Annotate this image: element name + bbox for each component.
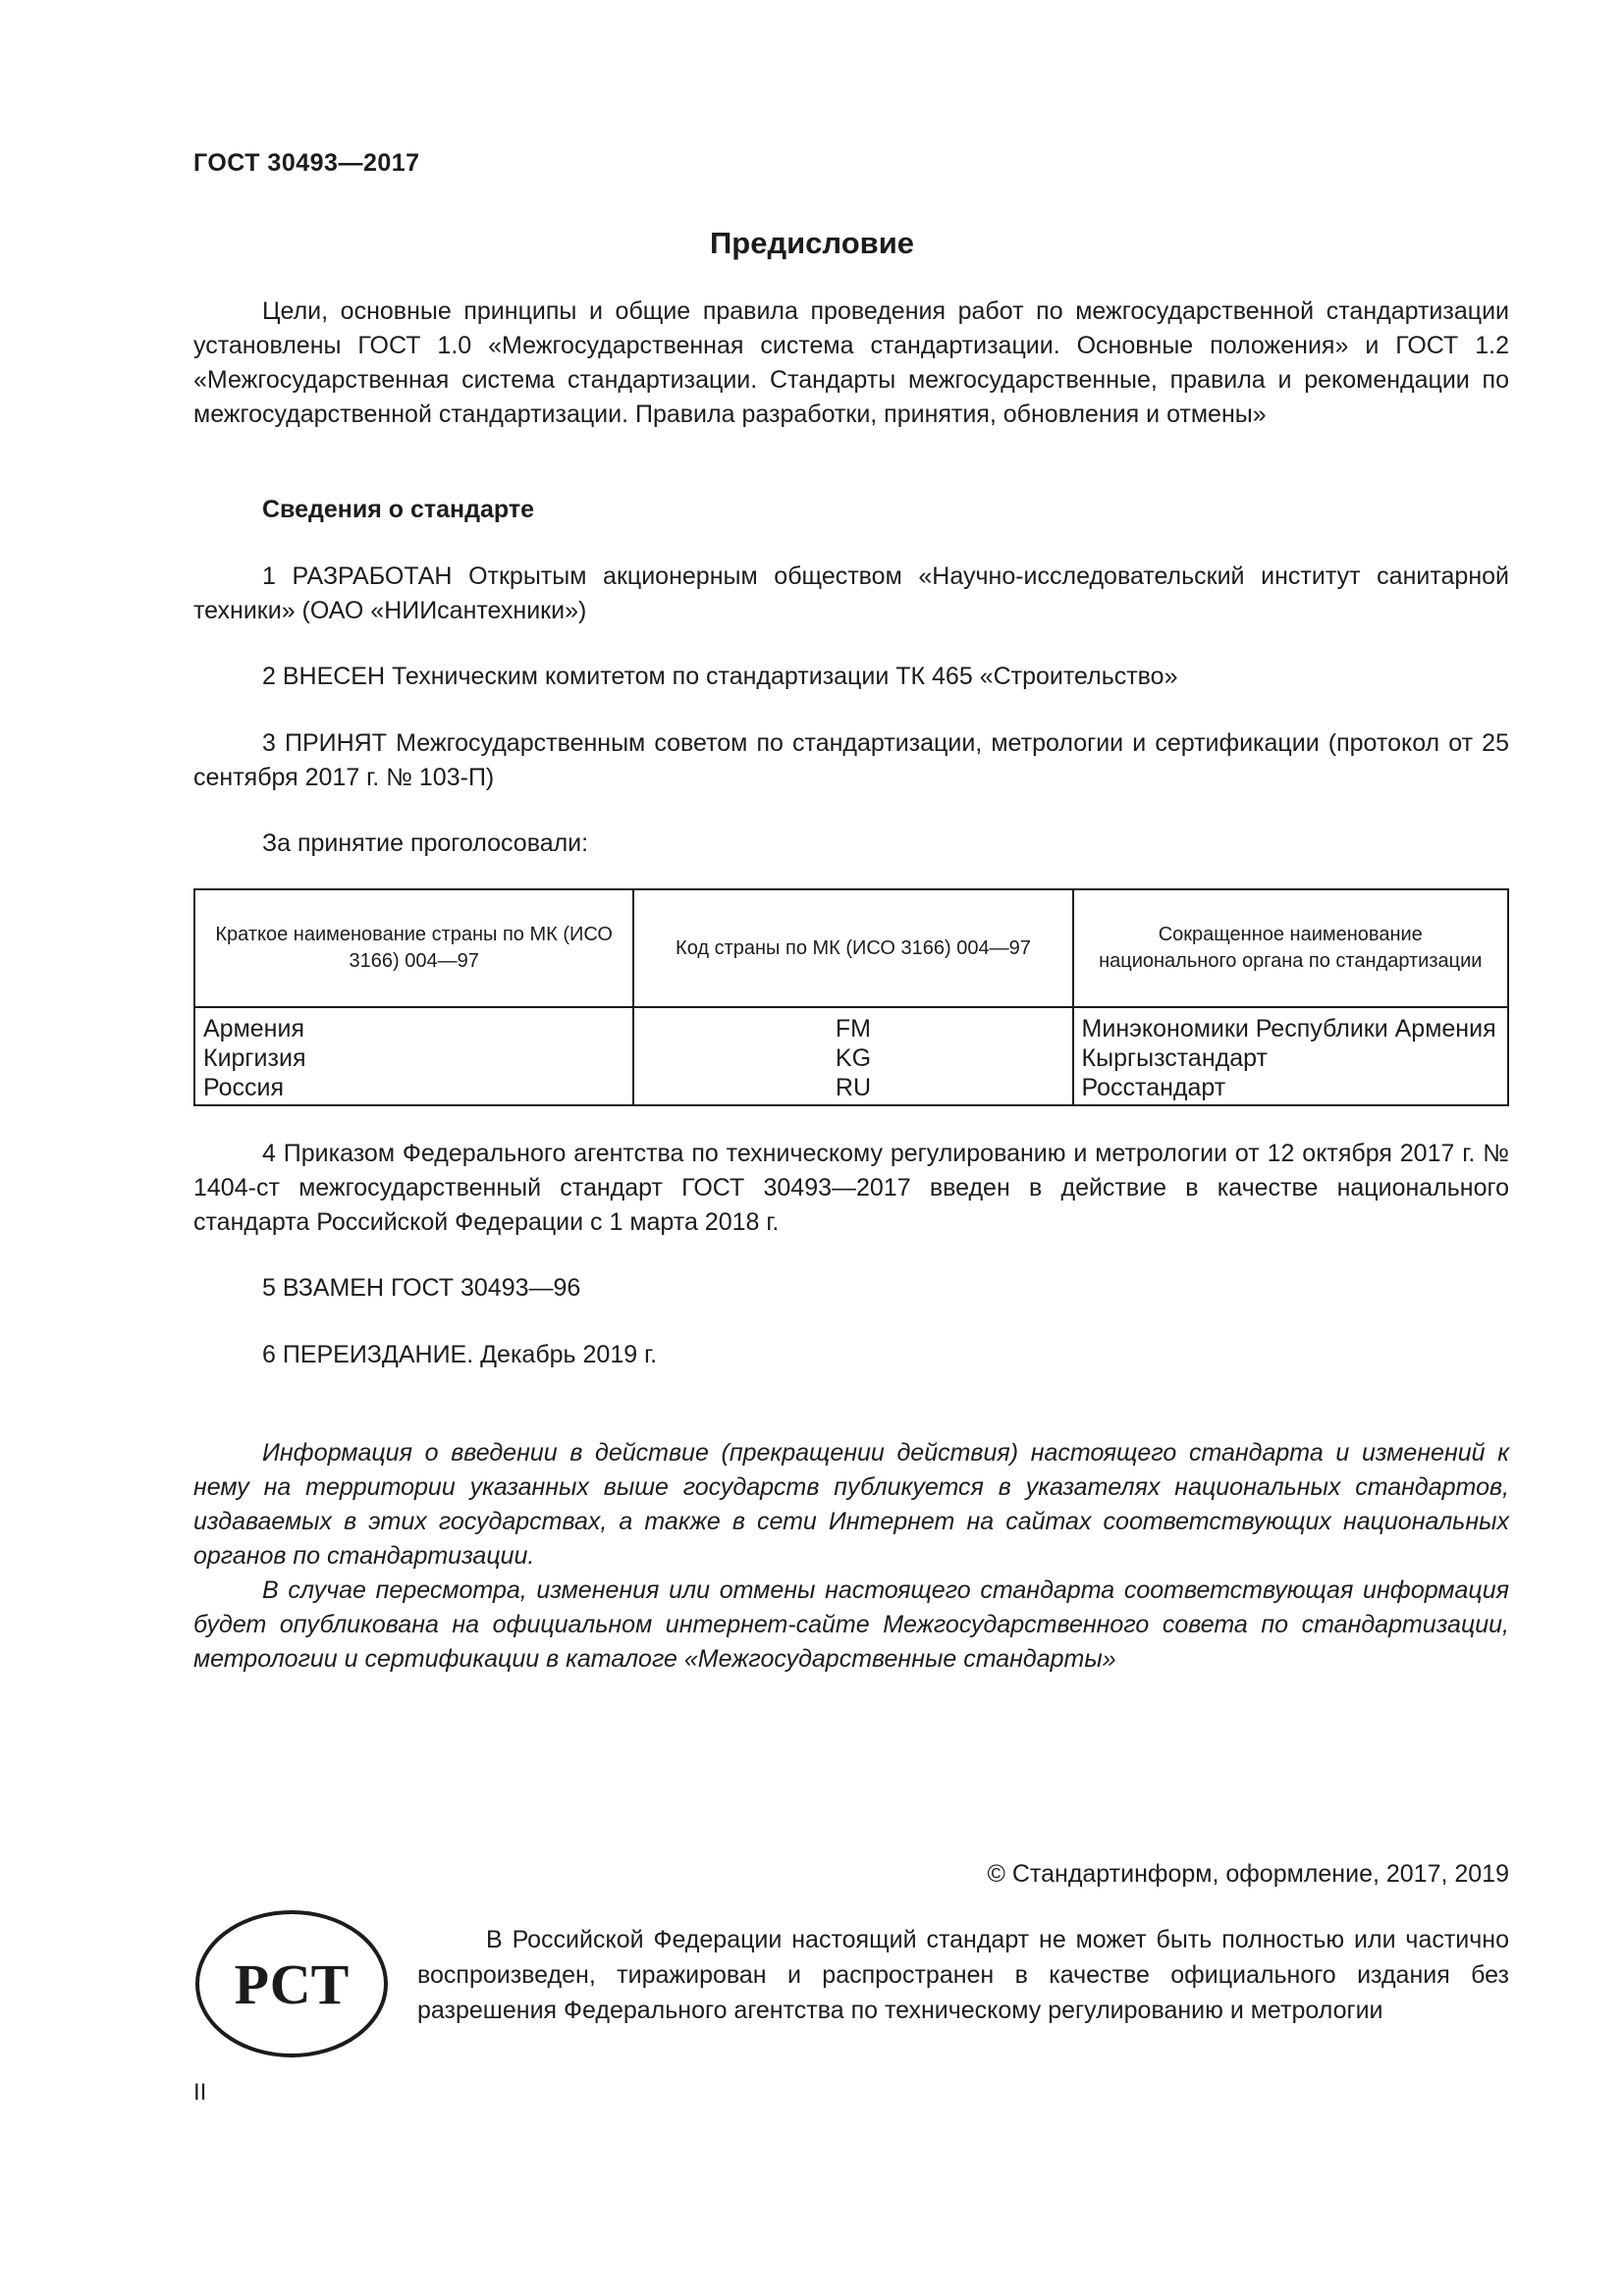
item-2: 2 ВНЕСЕН Техническим комитетом по стандартизации ТК 465 «Строительство» [262,663,1178,690]
intro-paragraph-block [193,294,1509,432]
copyright-notice: © Стандартинформ, оформление, 2017, 2019 [987,1860,1509,1888]
logo-text: РСТ [234,1952,350,2016]
info-paragraph-1: Информация о введении в действие (прекращении действия) настоящего стандарта и изменений к нему на территории указанных выше государств публикуется в указателях национальных стандартов, издаваемых в этих государствах, а также в сети Интернет на сайтах соответствующих национальных органов по стандартизации. [193,1439,1509,1570]
cell-code: KG [633,1043,1072,1073]
header-country-name: Краткое наименование страны по МК (ИСО 3166) 004—97 [194,889,633,1007]
cell-country: Армения [194,1007,633,1043]
item-4-block [193,1137,1509,1240]
page-number: II [193,2079,207,2106]
header-national-body: Сокращенное наименование национального органа по стандартизации [1073,889,1508,1007]
item-1: 1 РАЗРАБОТАН Открытым акционерным обществом «Научно-исследовательский институт санитарной техники» (ОАО «НИИсантехники») [193,562,1509,624]
cell-code: FM [633,1007,1072,1043]
table-row [194,1073,1508,1105]
info-paragraph-2: В случае пересмотра, изменения или отмены настоящего стандарта соответствующая информация будет опубликована на официальном интернет-сайте Межгосударственного совета по стандартизации, метрологии и сертификации в каталоге «Межгосударственные стандарты» [193,1576,1509,1673]
table-header-row [194,889,1508,1007]
info-block [193,1436,1509,1677]
section-heading: Сведения о стандарте [262,496,535,523]
cell-body: Минэкономики Республики Армения [1073,1007,1508,1043]
vote-label: За принятие проголосовали: [262,829,589,857]
footer-notice [417,1922,1509,2028]
item-5-block [193,1271,1509,1306]
item-3: 3 ПРИНЯТ Межгосударственным советом по стандартизации, метрологии и сертификации (протокол от 25 сентября 2017 г. № 103-П) [193,729,1509,791]
rst-logo-icon [193,1907,390,2060]
cell-body: Росстандарт [1073,1073,1508,1105]
table-row [194,1007,1508,1043]
header-country-code: Код страны по МК (ИСО 3166) 004—97 [633,889,1072,1007]
cell-country: Киргизия [194,1043,633,1073]
table-row [194,1043,1508,1073]
vote-label-block [193,827,1509,861]
item-1-block [193,560,1509,628]
section-heading-block [193,493,1509,527]
votes-table [193,888,1509,1106]
footer-notice-text: В Российской Федерации настоящий стандарт не может быть полностью или частично воспроизведен, тиражирован и распространен в качестве официального издания без разрешения Федерального агентства по техническому регулированию и метрологии [417,1926,1509,2024]
document-code: ГОСТ 30493—2017 [193,149,420,177]
item-6: 6 ПЕРЕИЗДАНИЕ. Декабрь 2019 г. [262,1341,658,1368]
cell-country: Россия [194,1073,633,1105]
intro-paragraph: Цели, основные принципы и общие правила проведения работ по межгосударственной стандартизации установлены ГОСТ 1.0 «Межгосударственная система стандартизации. Основные положения» и ГОСТ 1.2 «Межгосударственная система стандартизации. Стандарты межгосударственные, правила и рекомендации по межгосударственной стандартизации. Правила разработки, принятия, обновления и отмены» [193,297,1509,428]
page-title: Предисловие [709,226,914,260]
item-3-block [193,726,1509,795]
cell-code: RU [633,1073,1072,1105]
item-5: 5 ВЗАМЕН ГОСТ 30493—96 [262,1274,581,1302]
item-2-block [193,660,1509,694]
item-4: 4 Приказом Федерального агентства по техническому регулированию и метрологии от 12 октября 2017 г. № 1404-ст межгосударственный стандарт ГОСТ 30493—2017 введен в действие в качестве национального стандарта Российской Федерации с 1 марта 2018 г. [193,1140,1509,1236]
item-6-block [193,1338,1509,1372]
cell-body: Кыргызстандарт [1073,1043,1508,1073]
